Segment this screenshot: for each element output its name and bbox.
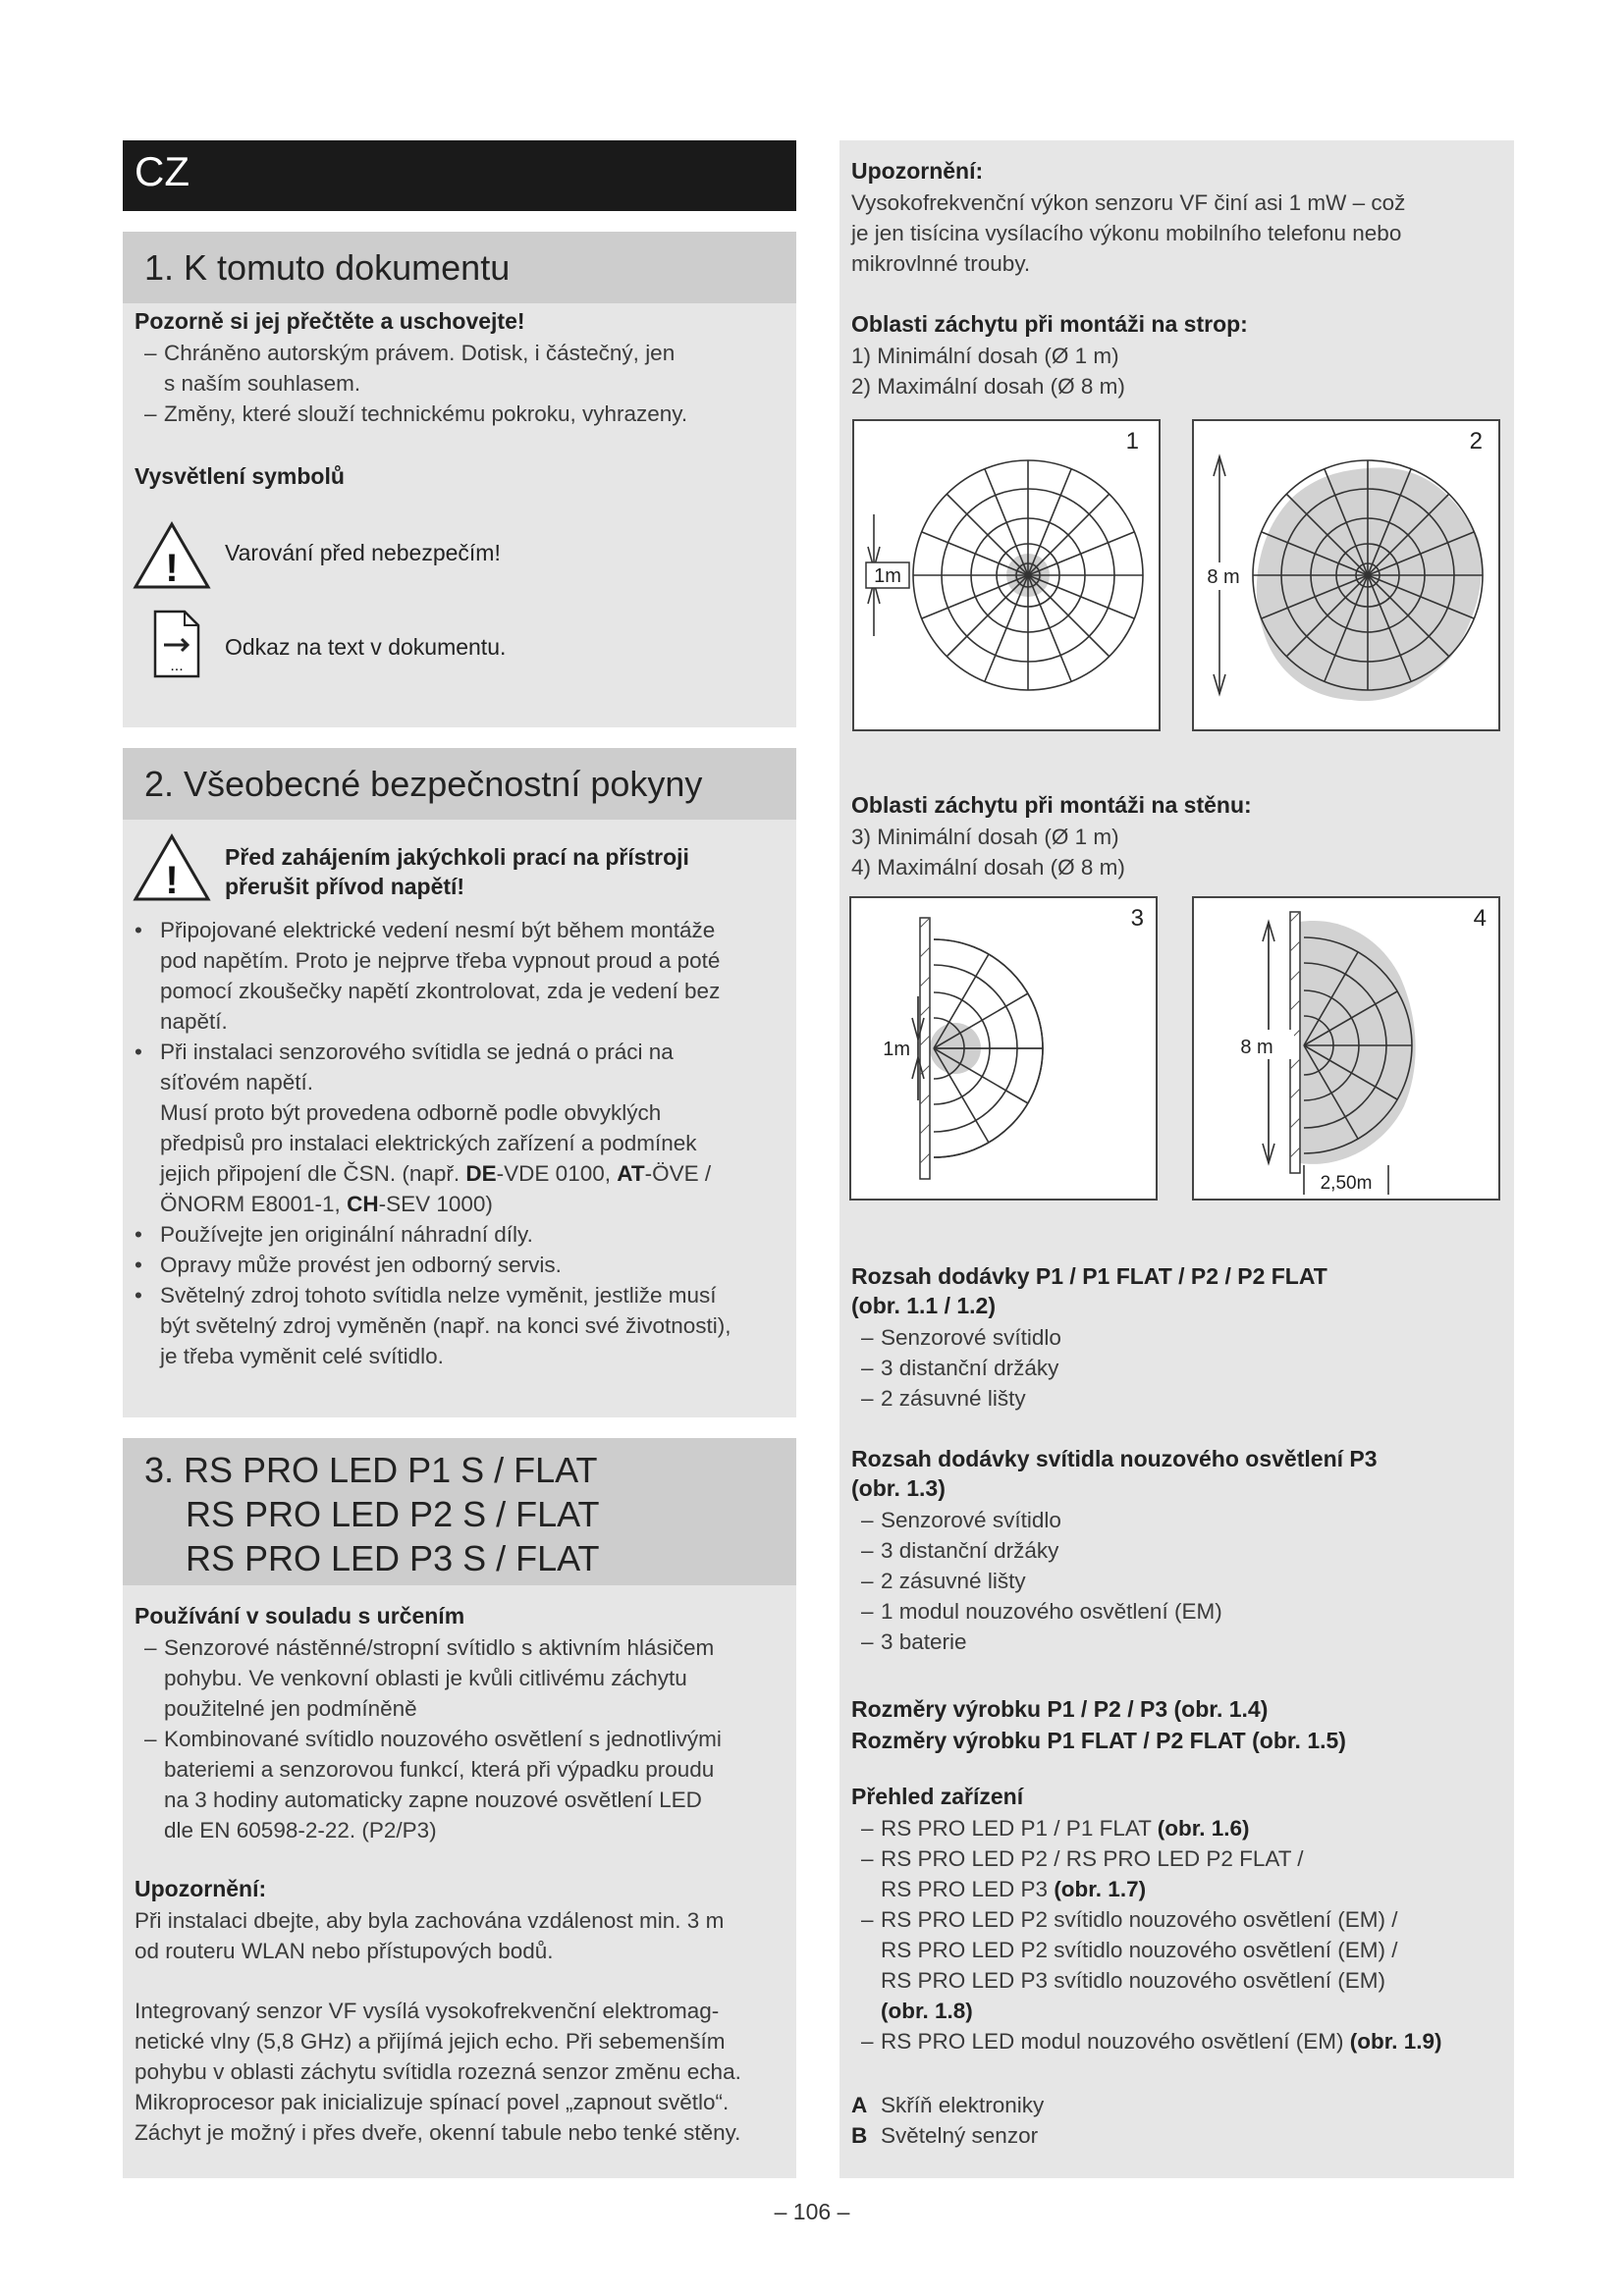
fig2-number: 2 [1469, 428, 1483, 454]
detection-half-circle-diagram [851, 898, 1156, 1199]
s1-dash-1b: s naším souhlasem. [164, 371, 361, 396]
overview-heading: Přehled zařízení [851, 1784, 1024, 1809]
rc-notice-para: Vysokofrekvenční výkon senzoru VF činí asi 1 mW – což je jen tisícina vysílacího výkonu mobilního telefonu nebo mikrovlnné trouby. [851, 190, 1406, 276]
s1-dash-2: – Změny, které slouží technickému pokroku, vyhrazeny. [135, 399, 783, 429]
figure-4-wall-max [1192, 896, 1500, 1201]
scope-p3-heading: Rozsah dodávky svítidla nouzového osvětlení P3 (obr. 1.3) [851, 1446, 1378, 1501]
s3-notice-heading: Upozornění: [135, 1876, 267, 1901]
fig1-number: 1 [1125, 428, 1139, 454]
fig4-bottom-label: 2,50m [1320, 1173, 1373, 1194]
svg-text:...: ... [170, 658, 184, 674]
s2-bullet-3: • Používejte jen originální náhradní díly. [123, 1219, 796, 1250]
fig2-label: 8 m [1207, 566, 1240, 588]
document-reference-icon [152, 609, 201, 679]
page-number: – 106 – [774, 2199, 850, 2224]
s3-dashlist [135, 1632, 792, 1845]
s2-warning-line2: přerušit přívod napětí! [225, 874, 465, 899]
symbol-warning-text: Varování před nebezpečím! [225, 540, 501, 565]
scope-p1-heading: Rozsah dodávky P1 / P1 FLAT / P2 / P2 FLAT (obr. 1.1 / 1.2) [851, 1263, 1327, 1318]
s2-bullet-5: • Světelný zdroj tohoto svítidla nelze vyměnit, jestliže musí být světelný zdroj vyměněn (např. na konci své životnosti), je třeba vyměnit celé svítidlo. [123, 1280, 796, 1371]
scope-p1-list: – Senzorové svítidlo – 3 distanční držáky – 2 zásuvné lišty [851, 1322, 1061, 1414]
right-column-box [839, 140, 1514, 2178]
section-3-box [123, 1438, 796, 2178]
wall-max: 4) Maximální dosah (Ø 8 m) [851, 855, 1125, 880]
s2-warning [225, 842, 689, 901]
s3-sensor-para: Integrovaný senzor VF vysílá vysokofrekvenční elektromag- netické vlny (5,8 GHz) a přijímá jejich echo. Při sebemenším pohybu v oblasti záchytu svítidla rozezná senzor změnu echa. Mikroprocesor pak inicializuje spínací povel „zapnout světlo“. Záchyt je možný i přes dveře, okenní tabule nebo tenké stěny. [135, 1999, 741, 2145]
wall-list [851, 822, 1125, 882]
s2-warning-line1: Před zahájením jakýchkoli prací na přístroji [225, 844, 689, 870]
detection-half-circle-diagram [1194, 898, 1498, 1199]
fig3-label: 1m [883, 1039, 910, 1060]
s3-heading-use: Používání v souladu s určením [135, 1603, 465, 1629]
s1-dash-1a: Chráněno autorským právem. Dotisk, i částečný, jen [164, 341, 676, 365]
figure-2-ceiling-max [1192, 419, 1500, 731]
s3-title-2: RS PRO LED P2 S / FLAT [186, 1494, 600, 1534]
symbol-reference-text: Odkaz na text v dokumentu. [225, 634, 507, 660]
s3-title-3: RS PRO LED P3 S / FLAT [186, 1538, 600, 1578]
s3-dash-2: – Kombinované svítidlo nouzového osvětlení s jednotlivými bateriemi a senzorovou funkcí, která při výpadku proudu na 3 hodiny automaticky zapne nouzové osvětlení LED dle EN 60598-2-22. (P2/P3) [135, 1724, 792, 1845]
s3-notice-para: Při instalaci dbejte, aby byla zachována vzdálenost min. 3 m od routeru WLAN nebo přístupových bodů. [135, 1908, 725, 1963]
section-1-box [123, 232, 796, 727]
s1-heading: Pozorně si jej přečtěte a uschovejte! [135, 308, 525, 334]
ceiling-max: 2) Maximální dosah (Ø 8 m) [851, 374, 1125, 399]
s1-symbols-heading: Vysvětlení symbolů [135, 463, 345, 489]
figure-3-wall-min [849, 896, 1158, 1201]
figure-1-ceiling-min [852, 419, 1161, 731]
detection-circle-diagram [1194, 421, 1498, 729]
ceiling-heading: Oblasti záchytu při montáži na strop: [851, 311, 1248, 337]
detection-circle-diagram [854, 421, 1159, 729]
section-1-title: 1. K tomuto dokumentu [123, 232, 796, 303]
section-2-title: 2. Všeobecné bezpečnostní pokyny [123, 748, 796, 820]
fig1-label: 1m [874, 565, 901, 587]
s2-bullets [123, 915, 796, 1371]
svg-text:!: ! [165, 547, 179, 590]
s2-bullet-1: • Připojované elektrické vedení nesmí být během montáže pod napětím. Proto je nejprve třeba vypnout proud a poté pomocí zkoušečky napětí zkontrolovat, zda je vedení bez napětí. [123, 915, 796, 1037]
s3-title-1: 3. RS PRO LED P1 S / FLAT [144, 1450, 598, 1490]
fig3-number: 3 [1130, 905, 1144, 932]
s1-dashlist [135, 338, 783, 429]
rc-notice-heading: Upozornění: [851, 158, 984, 184]
s2-bullet-2: • Při instalaci senzorového svítidla se jedná o práci na síťovém napětí. Musí proto být provedena odborně podle obvyklých předpisů pro instalaci elektrických zařízení a podmínek jejich připojení dle ČSN. (např. DE-VDE 0100, AT-ÖVE / ÖNORM E8001-1, CH-SEV 1000) [123, 1037, 796, 1219]
s2-bullet-4: • Opravy může provést jen odborný servis. [123, 1250, 796, 1280]
s3-dash-1: – Senzorové nástěnné/stropní svítidlo s aktivním hlásičem pohybu. Ve venkovní oblasti je kvůli citlivému záchytu použitelné jen podmíněně [135, 1632, 792, 1724]
legend: A Skříň elektroniky B Světelný senzor [851, 2093, 1045, 2148]
language-tab [123, 140, 796, 211]
language-label: CZ [135, 148, 189, 194]
warning-icon [133, 520, 211, 591]
wall-min: 3) Minimální dosah (Ø 1 m) [851, 825, 1119, 849]
overview-list: – RS PRO LED P1 / P1 FLAT (obr. 1.6) – RS PRO LED P2 / RS PRO LED P2 FLAT / RS PRO LED P3 (obr. 1.7) – RS PRO LED P2 svítidlo nouzového osvětlení (EM) / RS PRO LED P2 svítidlo nouzového osvětlení (EM) / RS PRO LED P3 svítidlo nouzového osvětlení (EM) (obr. 1.8) – RS PRO LED modul nouzového osvětlení (EM) (obr. 1.9) [851, 1813, 1515, 2056]
section-2-box [123, 748, 796, 1417]
scope-p3-list: – Senzorové svítidlo – 3 distanční držáky – 2 zásuvné lišty – 1 modul nouzového osvětlení (EM) – 3 baterie [851, 1505, 1222, 1657]
svg-text:!: ! [165, 859, 179, 902]
fig4-number: 4 [1473, 905, 1487, 932]
fig4-label: 8 m [1240, 1037, 1273, 1058]
warning-icon [133, 832, 211, 903]
section-3-title [123, 1438, 796, 1585]
ceiling-min: 1) Minimální dosah (Ø 1 m) [851, 344, 1119, 368]
wall-heading: Oblasti záchytu při montáži na stěnu: [851, 792, 1252, 818]
ceiling-list [851, 341, 1125, 401]
dimensions-headings: Rozměry výrobku P1 / P2 / P3 (obr. 1.4) Rozměry výrobku P1 FLAT / P2 FLAT (obr. 1.5) [851, 1696, 1346, 1753]
